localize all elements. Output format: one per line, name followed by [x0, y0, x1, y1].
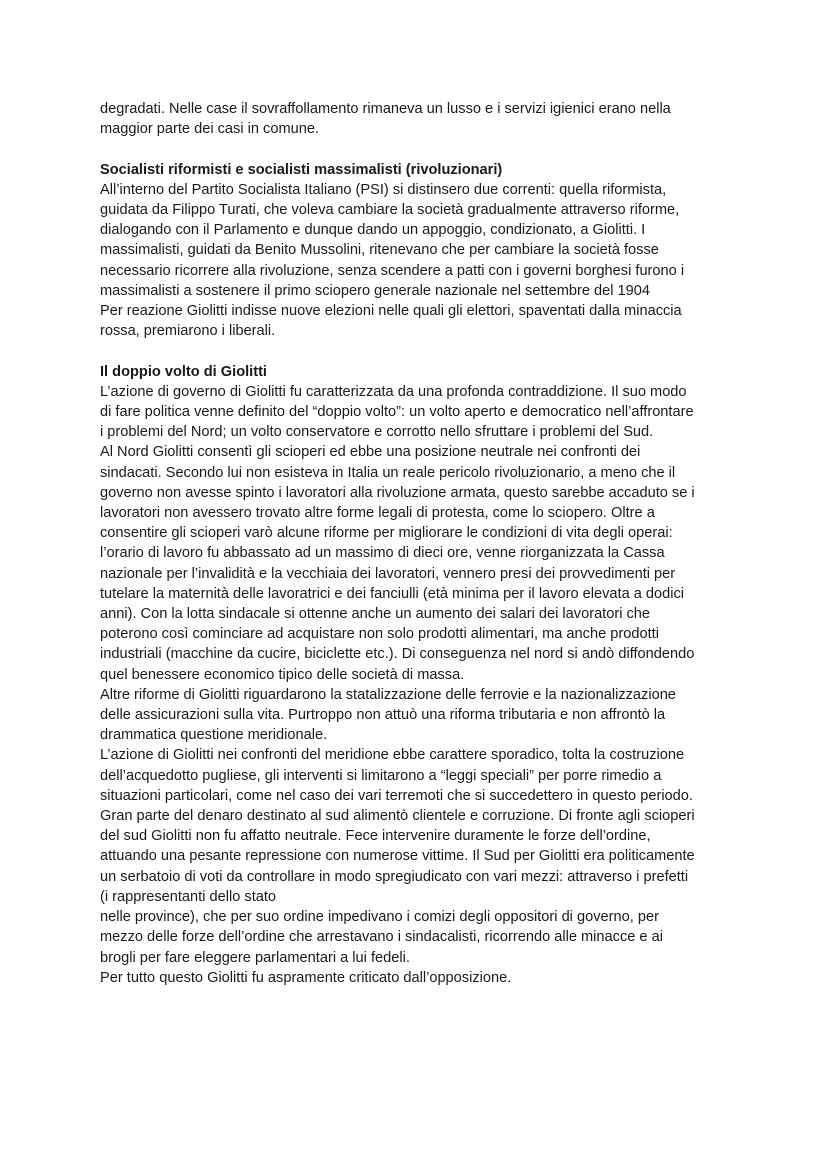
- text-line: di fare politica venne definito del “doppio volto”: un volto aperto e democratico nell’affrontare: [100, 404, 694, 421]
- text-line: lavoratori non avessero trovato altre forme legali di protesta, come lo sciopero. Oltre a: [100, 505, 655, 522]
- text-line: nazionale per l’invalidità e la vecchiaia dei lavoratori, vennero presi dei provvedimenti per: [100, 565, 676, 582]
- text-line: Gran parte del denaro destinato al sud alimentò clientele e corruzione. Di fronte agli scioperi: [100, 808, 695, 825]
- text-line: Al Nord Giolitti consentì gli scioperi ed ebbe una posizione neutrale nei confronti dei: [100, 444, 641, 461]
- text-line: situazioni particolari, come nel caso dei vari terremoti che si succedettero in questo periodo.: [100, 787, 693, 804]
- text-line: del sud Giolitti non fu affatto neutrale. Fece intervenire duramente le forze dell’ordine,: [100, 828, 651, 845]
- text-line: massimalisti, guidati da Benito Mussolini, ritenevano che per cambiare la società fosse: [100, 242, 659, 259]
- text-line: l’orario di lavoro fu abbassato ad un massimo di dieci ore, venne riorganizzata la Cassa: [100, 545, 665, 562]
- text-line: Per reazione Giolitti indisse nuove elezioni nelle quali gli elettori, spaventati dalla minaccia: [100, 303, 682, 320]
- text-line: dell’acquedotto pugliese, gli interventi si limitarono a “leggi speciali” per porre rimedio a: [100, 767, 662, 784]
- text-line: rossa, premiarono i liberali.: [100, 323, 276, 340]
- section-socialisti: [100, 160, 740, 342]
- text-line: All’interno del Partito Socialista Italiano (PSI) si distinsero due correnti: quella riformista,: [100, 181, 667, 198]
- text-line: sindacati. Secondo lui non esisteva in Italia un reale pericolo rivoluzionario, a meno che il: [100, 464, 676, 481]
- text-line: maggior parte dei casi in comune.: [100, 121, 320, 138]
- text-line: nelle province), che per suo ordine impedivano i comizi degli oppositori di governo, per: [100, 909, 659, 926]
- text-line: quel benessere economico tipico delle società di massa.: [100, 666, 465, 683]
- text-line: consentire gli scioperi varò alcune riforme per migliorare le condizioni di vita degli operai:: [100, 525, 673, 542]
- paragraph-gap: [100, 341, 740, 361]
- text-line: L’azione di Giolitti nei confronti del meridione ebbe carattere sporadico, tolta la costruzione: [100, 747, 685, 764]
- text-line: massimalisti a sostenere il primo sciopero generale nazionale nel settembre del 1904: [100, 282, 650, 299]
- text-line: mezzo delle forze dell’ordine che arrestavano i sindacalisti, ricorrendo alle minacce e ai: [100, 929, 663, 946]
- text-line: brogli per fare eleggere parlamentari a lui fedeli.: [100, 949, 410, 966]
- text-line: un serbatoio di voti da controllare in modo spregiudicato con vari mezzi: attraverso i prefetti: [100, 868, 689, 885]
- paragraph-gap: [100, 139, 740, 159]
- text-line: guidata da Filippo Turati, che voleva cambiare la società gradualmente attraverso riforme,: [100, 202, 680, 218]
- text-line: attuando una pesante repressione con numerose vittime. Il Sud per Giolitti era politicamente: [100, 848, 695, 865]
- text-line: anni). Con la lotta sindacale si ottenne anche un aumento dei salari dei lavoratori che: [100, 606, 651, 623]
- text-line: dialogando con il Parlamento e dunque dando un appoggio, condizionato, a Giolitti. I: [100, 222, 646, 239]
- text-line: degradati. Nelle case il sovraffollamento rimaneva un lusso e i servizi igienici erano nella: [100, 101, 671, 117]
- text-line: necessario ricorrere alla rivoluzione, senza scendere a patti con i governi borghesi furono i: [100, 262, 685, 279]
- text-line: i problemi del Nord; un volto conservatore e corrotto nello sfruttare i problemi del Sud.: [100, 424, 654, 441]
- text-line: tutelare la maternità delle lavoratrici e dei fanciulli (età minima per il lavoro elevata a dodici: [100, 585, 685, 602]
- text-line: (i rappresentanti dello stato: [100, 888, 277, 905]
- text-line: delle assicurazioni sulla vita. Purtroppo non attuò una riforma tributaria e non affrontò la: [100, 707, 666, 724]
- text-line: poterono così cominciare ad acquistare non solo prodotti alimentari, ma anche prodotti: [100, 626, 659, 643]
- text-line: L’azione di governo di Giolitti fu caratterizzata da una profonda contraddizione. Il suo modo: [100, 383, 687, 400]
- intro-paragraph: [100, 99, 740, 139]
- text-line: drammatica questione meridionale.: [100, 727, 328, 744]
- section-heading: Socialisti riformisti e socialisti massimalisti (rivoluzionari): [100, 161, 503, 178]
- section-heading: Il doppio volto di Giolitti: [100, 363, 267, 380]
- text-line: Per tutto questo Giolitti fu aspramente criticato dall’opposizione.: [100, 969, 512, 986]
- section-doppio-volto: [100, 362, 740, 988]
- text-line: industriali (macchine da cucire, biciclette etc.). Di conseguenza nel nord si andò diffondendo: [100, 646, 695, 663]
- text-line: governo non avesse spinto i lavoratori alla rivoluzione armata, questo sarebbe accaduto se i: [100, 484, 695, 501]
- text-line: Altre riforme di Giolitti riguardarono la statalizzazione delle ferrovie e la nazionalizzazione: [100, 686, 676, 703]
- document-body: [100, 99, 740, 988]
